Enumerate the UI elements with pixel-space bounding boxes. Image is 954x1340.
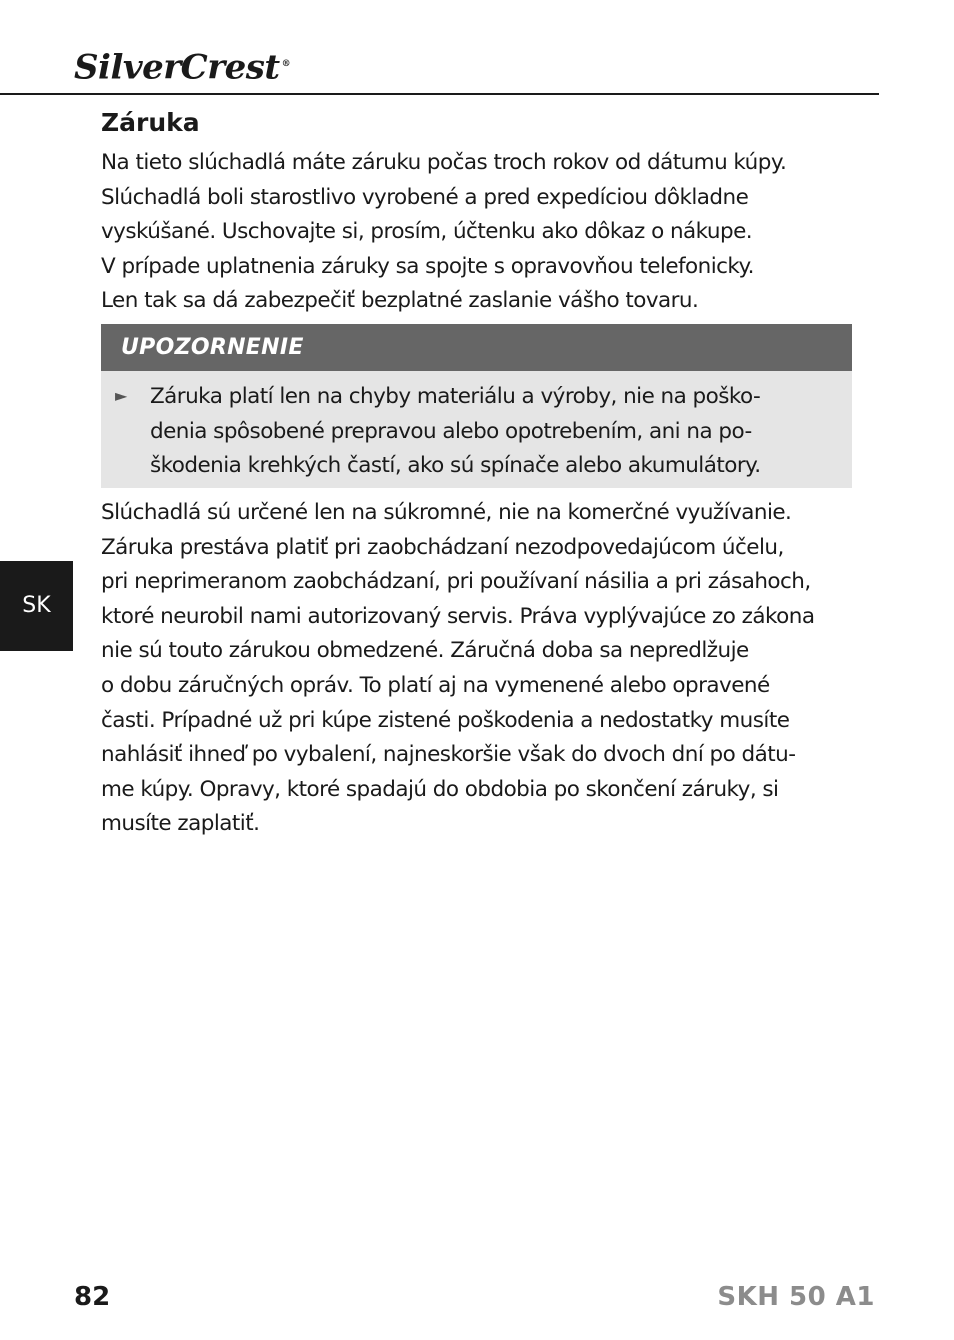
- body-line: ktoré neurobil nami autorizovaný servis. Práva vyplývajúce zo zákona: [101, 603, 815, 629]
- intro-line: V prípade uplatnenia záruky sa spojte s opravovňou telefonicky.: [101, 253, 754, 279]
- brand-logo: [74, 44, 290, 87]
- registered-mark: ®: [281, 59, 291, 69]
- language-tab: [0, 561, 73, 651]
- notice-body: [101, 371, 852, 488]
- notice-line: škodenia krehkých častí, ako sú spínače alebo akumulátory.: [150, 453, 761, 479]
- notice-title: UPOZORNENIE: [121, 335, 304, 360]
- intro-line: vyskúšané. Uschovajte si, prosím, účtenku ako dôkaz o nákupe.: [101, 219, 753, 245]
- body-line: nahlásiť ihneď po vybalení, najneskoršie však do dvoch dní po dátu-: [101, 742, 796, 768]
- body-line: nie sú touto zárukou obmedzené. Záručná doba sa nepredlžuje: [101, 638, 749, 664]
- body-line: musíte zaplatiť.: [101, 811, 260, 837]
- body-line: pri neprimeranom zaobchádzaní, pri používaní násilia a pri zásahoch,: [101, 569, 811, 595]
- model-number: SKH 50 A1: [717, 1282, 875, 1312]
- intro-line: Na tieto slúchadlá máte záruku počas troch rokov od dátumu kúpy.: [101, 150, 787, 175]
- section-title: Záruka: [101, 108, 200, 137]
- notice-line: Záruka platí len na chyby materiálu a výroby, nie na poško-: [150, 384, 761, 409]
- intro-line: Len tak sa dá zabezpečiť bezplatné zaslanie vášho tovaru.: [101, 288, 699, 314]
- intro-paragraph: [101, 146, 861, 319]
- body-line: me kúpy. Opravy, ktoré spadajú do obdobia po skončení záruky, si: [101, 776, 779, 802]
- notice-header: [101, 324, 852, 371]
- body-line: Slúchadlá sú určené len na súkromné, nie na komerčné využívanie.: [101, 500, 792, 525]
- header-divider: [0, 93, 879, 95]
- notice-text: [150, 380, 761, 484]
- triangle-right-icon: ►: [115, 386, 128, 405]
- body-paragraph: [101, 496, 861, 842]
- language-label: SK: [22, 593, 51, 618]
- body-line: Záruka prestáva platiť pri zaobchádzaní nezodpovedajúcom účelu,: [101, 534, 784, 560]
- page-number: 82: [74, 1282, 111, 1312]
- body-line: o dobu záručných opráv. To platí aj na vymenené alebo opravené: [101, 672, 770, 698]
- body-line: časti. Prípadné už pri kúpe zistené poškodenia a nedostatky musíte: [101, 707, 790, 733]
- brand-name: SilverCrest: [74, 47, 280, 88]
- intro-line: Slúchadlá boli starostlivo vyrobené a pred expedíciou dôkladne: [101, 184, 749, 210]
- notice-line: denia spôsobené prepravou alebo opotrebením, ani na po-: [150, 418, 752, 444]
